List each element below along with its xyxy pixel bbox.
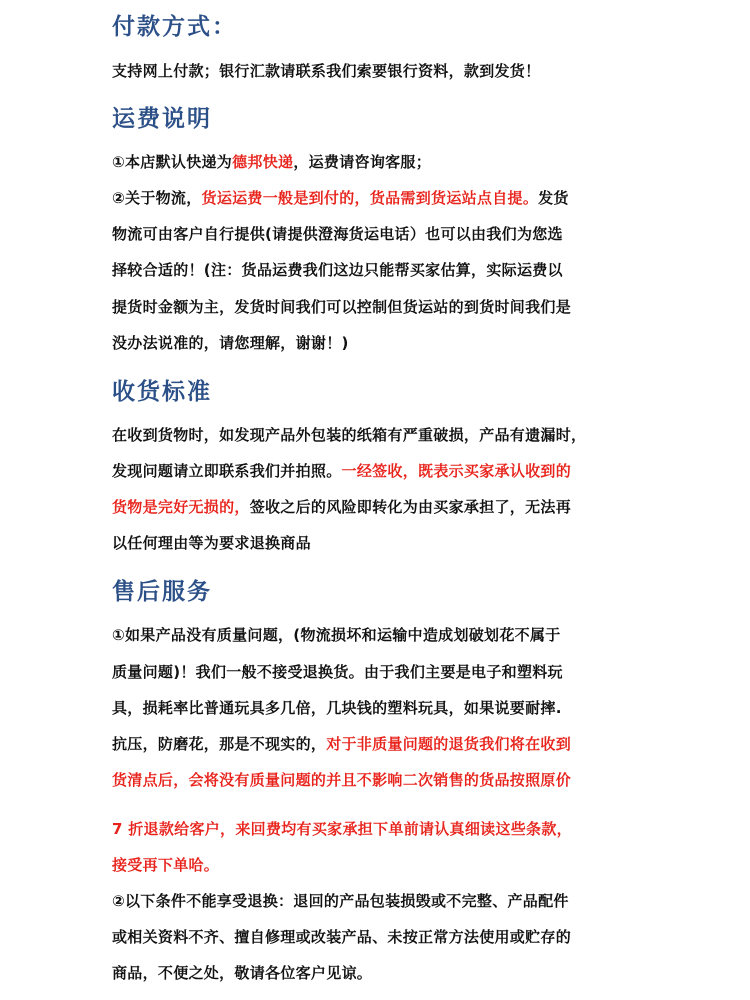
receipt-heading: 收货标准 [112, 379, 212, 405]
aftersale-heading: 售后服务 [112, 579, 212, 605]
payment-text: 支持网上付款；银行汇款请联系我们索要银行资料，款到发货！ [112, 62, 541, 80]
shipping-line-2-text: ②关于物流， [112, 189, 202, 207]
shipping-line-3: 物流可由客户自行提供(请提供澄海货运电话）也可以由我们为您选 [112, 225, 563, 243]
aftersale-line-2: 质量问题)！我们一般不接受退换货。由于我们主要是电子和塑料玩 [112, 663, 563, 681]
receipt-line-3-tail: 签收之后的风险即转化为由买家承担了，无法再 [249, 498, 572, 516]
aftersale-line-1: ①如果产品没有质量问题，(物流损坏和运输中造成划破划花不属于 [112, 626, 561, 644]
shipping-line-2 [112, 187, 569, 208]
payment-heading: 付款方式： [112, 14, 237, 40]
shipping-line-1-tail: ，运费请咨询客服； [293, 153, 432, 171]
receipt-line-1: 在收到货物时，如发现产品外包装的纸箱有严重破损，产品有遗漏时， [112, 426, 587, 444]
aftersale-line-4 [112, 733, 571, 754]
shipping-line-2-tail: 发货 [538, 189, 569, 207]
receipt-line-4: 以任何理由等为要求退换商品 [112, 534, 311, 552]
receipt-line-2-text: 发现问题请立即联系我们并拍照。 [112, 462, 342, 480]
aftersale-line-10: 商品，不便之处，敬请各位客户见谅。 [112, 964, 373, 982]
shipping-line-6: 没办法说准的，请您理解，谢谢！) [112, 334, 349, 352]
aftersale-return-highlight: 对于非质量问题的退货我们将在收到 [326, 735, 572, 753]
shipping-heading: 运费说明 [112, 106, 212, 132]
aftersale-line-4-text: 抗压，防磨花，那是不现实的， [112, 735, 327, 753]
aftersale-line-7: 接受再下单哈。 [112, 856, 220, 874]
shipping-line-1-text: ①本店默认快递为 [112, 153, 233, 171]
aftersale-line-3: 具，损耗率比普通玩具多几倍，几块钱的塑料玩具，如果说要耐摔. [112, 699, 562, 717]
shipping-line-4: 择较合适的！(注：货品运费我们这边只能帮买家估算，实际运费以 [112, 261, 563, 279]
aftersale-line-5: 货清点后，会将没有质量问题的并且不影响二次销售的货品按照原价 [112, 771, 572, 789]
shipping-freight-highlight: 货运运费一般是到付的，货品需到货运站点自提。 [201, 189, 539, 207]
aftersale-line-8: ②以下条件不能享受退换：退回的产品包装损毁或不完整、产品配件 [112, 892, 569, 910]
shipping-courier-highlight: 德邦快递 [232, 153, 294, 171]
receipt-line-3 [112, 496, 571, 517]
aftersale-line-9: 或相关资料不齐、擅自修理或改装产品、未按正常方法使用或贮存的 [112, 928, 572, 946]
aftersale-line-6: 7 折退款给客户，来回费均有买家承担下单前请认真细读这些条款， [112, 820, 572, 838]
shipping-line-5: 提货时金额为主，发货时间我们可以控制但货运站的到货时间我们是 [112, 298, 572, 316]
shipping-line-1 [112, 151, 431, 172]
receipt-intact-highlight: 货物是完好无损的， [112, 498, 250, 516]
receipt-line-2 [112, 460, 571, 481]
receipt-signoff-highlight: 一经签收，既表示买家承认收到的 [341, 462, 572, 480]
